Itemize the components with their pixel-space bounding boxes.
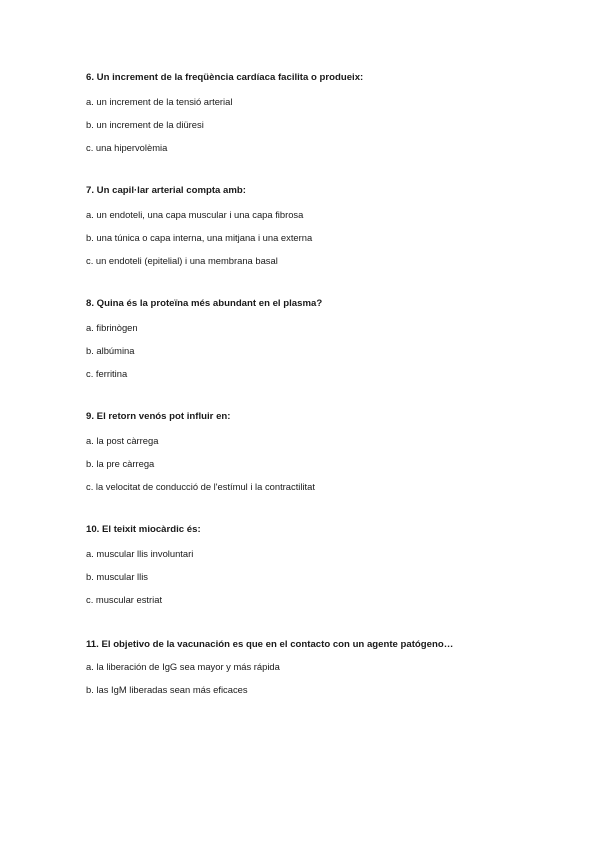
answer-option: b. muscular llis xyxy=(86,571,148,582)
answer-option: a. un increment de la tensió arterial xyxy=(86,96,233,107)
answer-option: c. una hipervolèmia xyxy=(86,142,168,153)
answer-option: b. albúmina xyxy=(86,345,135,356)
answer-option: b. una túnica o capa interna, una mitjana i una externa xyxy=(86,232,313,243)
answer-option: b. la pre càrrega xyxy=(86,458,155,469)
question-title: 11. El objetivo de la vacunación es que en el contacto con un agente patógeno… xyxy=(86,639,454,650)
answer-option: a. la liberación de IgG sea mayor y más rápida xyxy=(86,661,280,672)
question-title: 6. Un increment de la freqüència cardíaca facilita o produeix: xyxy=(86,72,364,83)
answer-option: c. la velocitat de conducció de l'estímul i la contractilitat xyxy=(86,481,315,492)
answer-option: a. un endoteli, una capa muscular i una capa fibrosa xyxy=(86,209,304,220)
question-title: 8. Quina és la proteïna més abundant en el plasma? xyxy=(86,298,323,309)
question-11 xyxy=(86,639,556,696)
question-title: 9. El retorn venós pot influir en: xyxy=(86,411,231,422)
question-title: 7. Un capil·lar arterial compta amb: xyxy=(86,185,246,196)
question-10 xyxy=(86,524,556,606)
answer-option: a. la post càrrega xyxy=(86,435,159,446)
answer-option: b. un increment de la diüresi xyxy=(86,119,204,130)
answer-option: c. un endoteli (epitelial) i una membrana basal xyxy=(86,255,278,266)
question-7 xyxy=(86,185,556,267)
question-title: 10. El teixit miocàrdic és: xyxy=(86,524,201,535)
answer-option: c. ferritina xyxy=(86,368,128,379)
answer-option: a. fibrinògen xyxy=(86,322,138,333)
question-9 xyxy=(86,411,556,493)
answer-option: c. muscular estriat xyxy=(86,594,163,605)
answer-option: b. las IgM liberadas sean más eficaces xyxy=(86,684,248,695)
question-6 xyxy=(86,72,556,154)
answer-option: a. muscular llis involuntari xyxy=(86,548,194,559)
question-8 xyxy=(86,298,556,380)
